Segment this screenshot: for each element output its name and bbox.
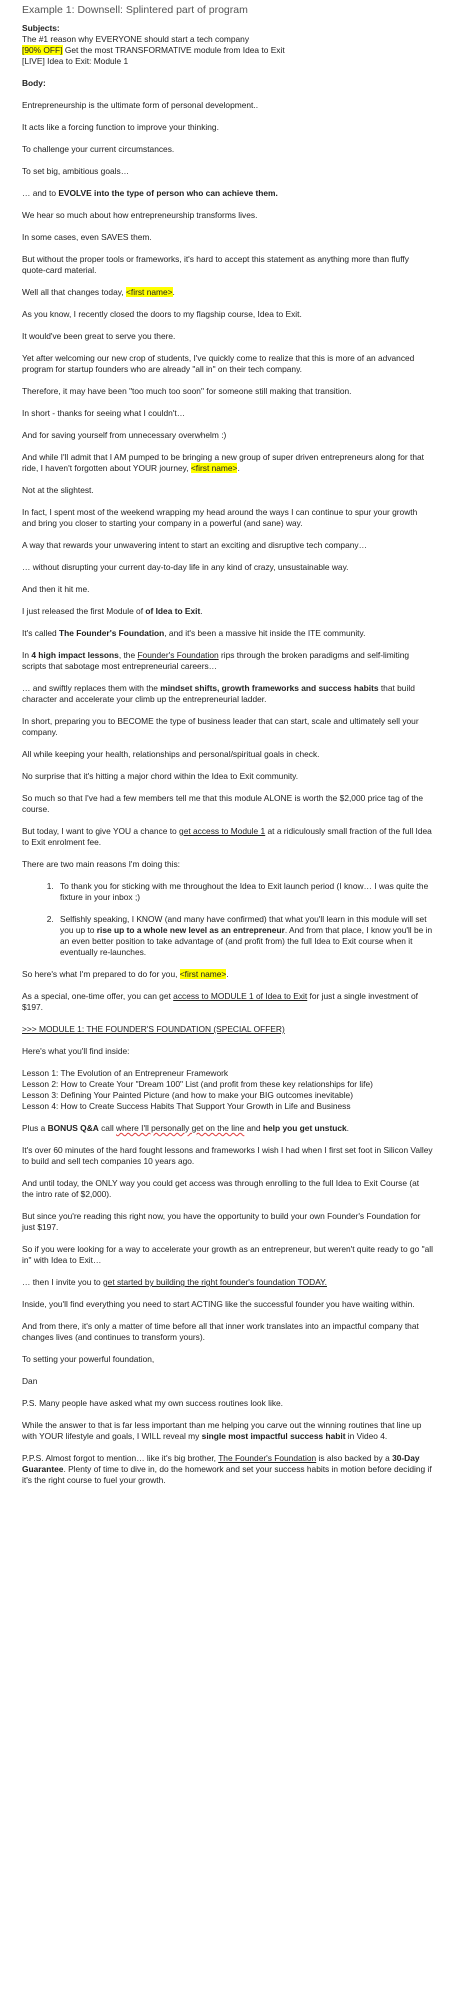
paragraph [22,287,433,298]
text-run: . [200,606,203,616]
text-run: is also backed by a [316,1453,393,1463]
bold-text: BONUS Q&A [47,1123,99,1133]
paragraph: To set big, ambitious goals… [22,166,130,176]
text-run: , the [118,650,138,660]
text-run: . [237,463,240,473]
first-name-placeholder: <first name> [125,287,173,297]
paragraph: In short - thanks for seeing what I couldn't… [22,408,186,418]
text-run: And while I'll admit that I AM pumped to be bringing a new group of super driven entrepreneurs along for that ride, I haven't forgotten about YOUR journey, [22,452,424,473]
text-run: rips through the broken paradigms and self-limiting scripts that sabotage most entrepreneurial careers… [22,650,410,671]
paragraph: A way that rewards your unwavering intent to start an exciting and disruptive tech company… [22,540,367,550]
bold-text: The Founder's Foundation [58,628,165,638]
postscript: P.S. Many people have asked what my own success routines look like. [22,1398,284,1408]
paragraph: And then it hit me. [22,584,90,594]
paragraph: It would've been great to serve you there. [22,331,176,341]
subject-line-2 [22,45,433,56]
text-run: It's called [22,628,59,638]
bold-text: help you get unstuck [262,1123,347,1133]
paragraph: To challenge your current circumstances. [22,144,175,154]
first-name-placeholder: <first name> [179,969,227,979]
paragraph [22,1420,433,1442]
text-run: … then I invite you to [22,1277,104,1287]
subject-line-1: The #1 reason why EVERYONE should start a tech company [22,34,250,44]
lessons-list [22,1068,433,1112]
paragraph: It's over 60 minutes of the hard fought lessons and frameworks I wish I had when I first set foot in Silicon Valley to build and sell tech companies 10 years ago. [22,1145,433,1166]
founders-foundation-link[interactable]: Founder's Foundation [137,650,219,660]
text-run: . [226,969,229,979]
paragraph [22,1123,433,1134]
paragraph: Here's what you'll find inside: [22,1046,130,1056]
paragraph: So if you were looking for a way to accelerate your growth as an entrepreneur, but weren't quite ready to go "all in" with Idea to Exit… [22,1244,433,1265]
text-run: I just released the first Module of [22,606,146,616]
spellcheck-text: where I'll personally get on the line [116,1123,245,1133]
bold-text: 4 high impact lessons [31,650,119,660]
special-offer-link[interactable]: >>> MODULE 1: THE FOUNDER'S FOUNDATION (SPECIAL OFFER) [22,1024,285,1034]
text-run: in Video 4. [345,1431,388,1441]
paragraph: … without disrupting your current day-to-day life in any kind of crazy, unsustainable way. [22,562,349,572]
paragraph: Inside, you'll find everything you need to start ACTING like the successful founder you have waiting within. [22,1299,415,1309]
text-run: Selfishly speaking, I KNOW (and many have confirmed) that what you'll learn in this module will set you up to [60,914,427,935]
text-run: Well all that changes today, [22,287,126,297]
paragraph: In short, preparing you to BECOME the type of business leader that can start, scale and ultimately sell your company. [22,716,419,737]
paragraph [22,1277,433,1288]
paragraph: Yet after welcoming our new crop of students, I've quickly come to realize that this is more of an advanced program for startup founders who are already "all in" on their tech company. [22,353,415,374]
bold-text: mindset shifts, growth frameworks and success habits [160,683,379,693]
paragraph: No surprise that it's hitting a major chord within the Idea to Exit community. [22,771,299,781]
bold-text: EVOLVE into the type of person who can achieve them. [58,188,278,198]
paragraph: In fact, I spent most of the weekend wrapping my head around the ways I can continue to spur your growth and bring you closer to starting your company in a powerful (and sane) way. [22,507,418,528]
text-run: In [22,650,32,660]
text-run: … and to [22,188,59,198]
paragraph: Entrepreneurship is the ultimate form of personal development.. [22,100,259,110]
paragraph [22,969,433,980]
bold-text: 30-Day Guarantee [22,1453,420,1474]
paragraph: We hear so much about how entrepreneurship transforms lives. [22,210,258,220]
reason-item-1: 1. To thank you for sticking with me throughout the Idea to Exit launch period (I know… I was quite the fixture in your inbox ;) [56,881,433,903]
text-run: . Plenty of time to dive in, do the homework and set your success habits in motion before deciding if it's the right course to fuel your growth. [22,1464,432,1485]
text-run: While the answer to that is far less important than me helping you carve out the winning routines that line up with YOUR lifestyle and goals, I WILL reveal my [22,1420,422,1441]
paragraph: All while keeping your health, relationships and personal/spiritual goals in check. [22,749,320,759]
text-run: that build character and accelerate your climb up the entrepreneurial ladder. [22,683,415,704]
text-run: As a special, one-time offer, you can get [22,991,174,1001]
subject-line-3: [LIVE] Idea to Exit: Module 1 [22,56,129,66]
signature-name: Dan [22,1376,38,1386]
text-run: call [98,1123,117,1133]
lesson-item: Lesson 2: How to Create Your "Dream 100" List (and profit from these key relationships for life) [22,1079,373,1089]
text-run: . And from that place, I know you'll be in an even better position to take advantage of (and profit from) the full Idea to Exit course when it eventually re-launches. [60,925,433,957]
module-1-access-link[interactable]: get access to Module 1 [179,826,266,836]
paragraph [22,991,433,1013]
text-run: Plus a [22,1123,48,1133]
discount-tag: [90% OFF] [22,45,63,55]
paragraph [22,683,433,705]
paragraph [22,188,433,199]
paragraph: Therefore, it may have been "too much too soon" for someone still making that transition. [22,386,352,396]
founders-foundation-link[interactable]: The Founder's Foundation [218,1453,317,1463]
postscript-2 [22,1453,433,1486]
text-run: So here's what I'm prepared to do for you, [22,969,180,979]
text-run: , and it's been a massive hit inside the ITE community. [164,628,366,638]
text-run: . [346,1123,349,1133]
text-run: … and swiftly replaces them with the [22,683,161,693]
paragraph [22,826,433,848]
bold-text: of Idea to Exit [145,606,201,616]
text-run: . [172,287,175,297]
bold-text: single most impactful success habit [201,1431,346,1441]
paragraph: So much so that I've had a few members tell me that this module ALONE is worth the $2,000 price tag of the course. [22,793,424,814]
paragraph: There are two main reasons I'm doing this: [22,859,181,869]
paragraph: But without the proper tools or frameworks, it's hard to accept this statement as anything more than fluffy quote-card material. [22,254,409,275]
first-name-placeholder: <first name> [190,463,238,473]
text-run: at a ridiculously small fraction of the full Idea to Exit enrolment fee. [22,826,432,847]
lesson-item: Lesson 3: Defining Your Painted Picture (and how to make your BIG outcomes inevitable) [22,1090,353,1100]
paragraph: Not at the slightest. [22,485,94,495]
text-run: But today, I want to give YOU a chance to [22,826,180,836]
paragraph: In some cases, even SAVES them. [22,232,152,242]
lesson-item: Lesson 1: The Evolution of an Entrepreneur Framework [22,1068,229,1078]
text-run: for just a single investment of $197. [22,991,419,1012]
text-run: and [244,1123,263,1133]
paragraph: And for saving yourself from unnecessary overwhelm :) [22,430,227,440]
subjects-heading: Subjects: [22,23,60,33]
text-run: P.P.S. Almost forgot to mention… like it's big brother, [22,1453,219,1463]
paragraph: And from there, it's only a matter of time before all that inner work translates into an impactful company that changes lives (and continues to transform yours). [22,1321,419,1342]
reason-item-2 [56,914,433,958]
module-1-offer-link[interactable]: access to MODULE 1 of Idea to Exit [173,991,308,1001]
paragraph [22,606,433,617]
paragraph: But since you're reading this right now, you have the opportunity to build your own Founder's Foundation for just $197. [22,1211,421,1232]
document-title: Example 1: Downsell: Splintered part of program [22,4,248,16]
paragraph: As you know, I recently closed the doors to my flagship course, Idea to Exit. [22,309,302,319]
paragraph: And until today, the ONLY way you could get access was through enrolling to the full Idea to Exit Course (at the intro rate of $2,000). [22,1178,420,1199]
paragraph: It acts like a forcing function to improve your thinking. [22,122,219,132]
body-heading: Body: [22,78,46,88]
paragraph [22,628,433,639]
paragraph [22,650,433,672]
sign-off: To setting your powerful foundation, [22,1354,155,1364]
lesson-item: Lesson 4: How to Create Success Habits That Support Your Growth in Life and Business [22,1101,351,1111]
bold-text: rise up to a whole new level as an entrepreneur [96,925,285,935]
reasons-list [22,881,433,958]
get-started-link[interactable]: get started by building the right founder's foundation TODAY. [103,1277,328,1287]
paragraph [22,452,433,474]
subject-line-2-text: Get the most TRANSFORMATIVE module from Idea to Exit [62,45,285,55]
